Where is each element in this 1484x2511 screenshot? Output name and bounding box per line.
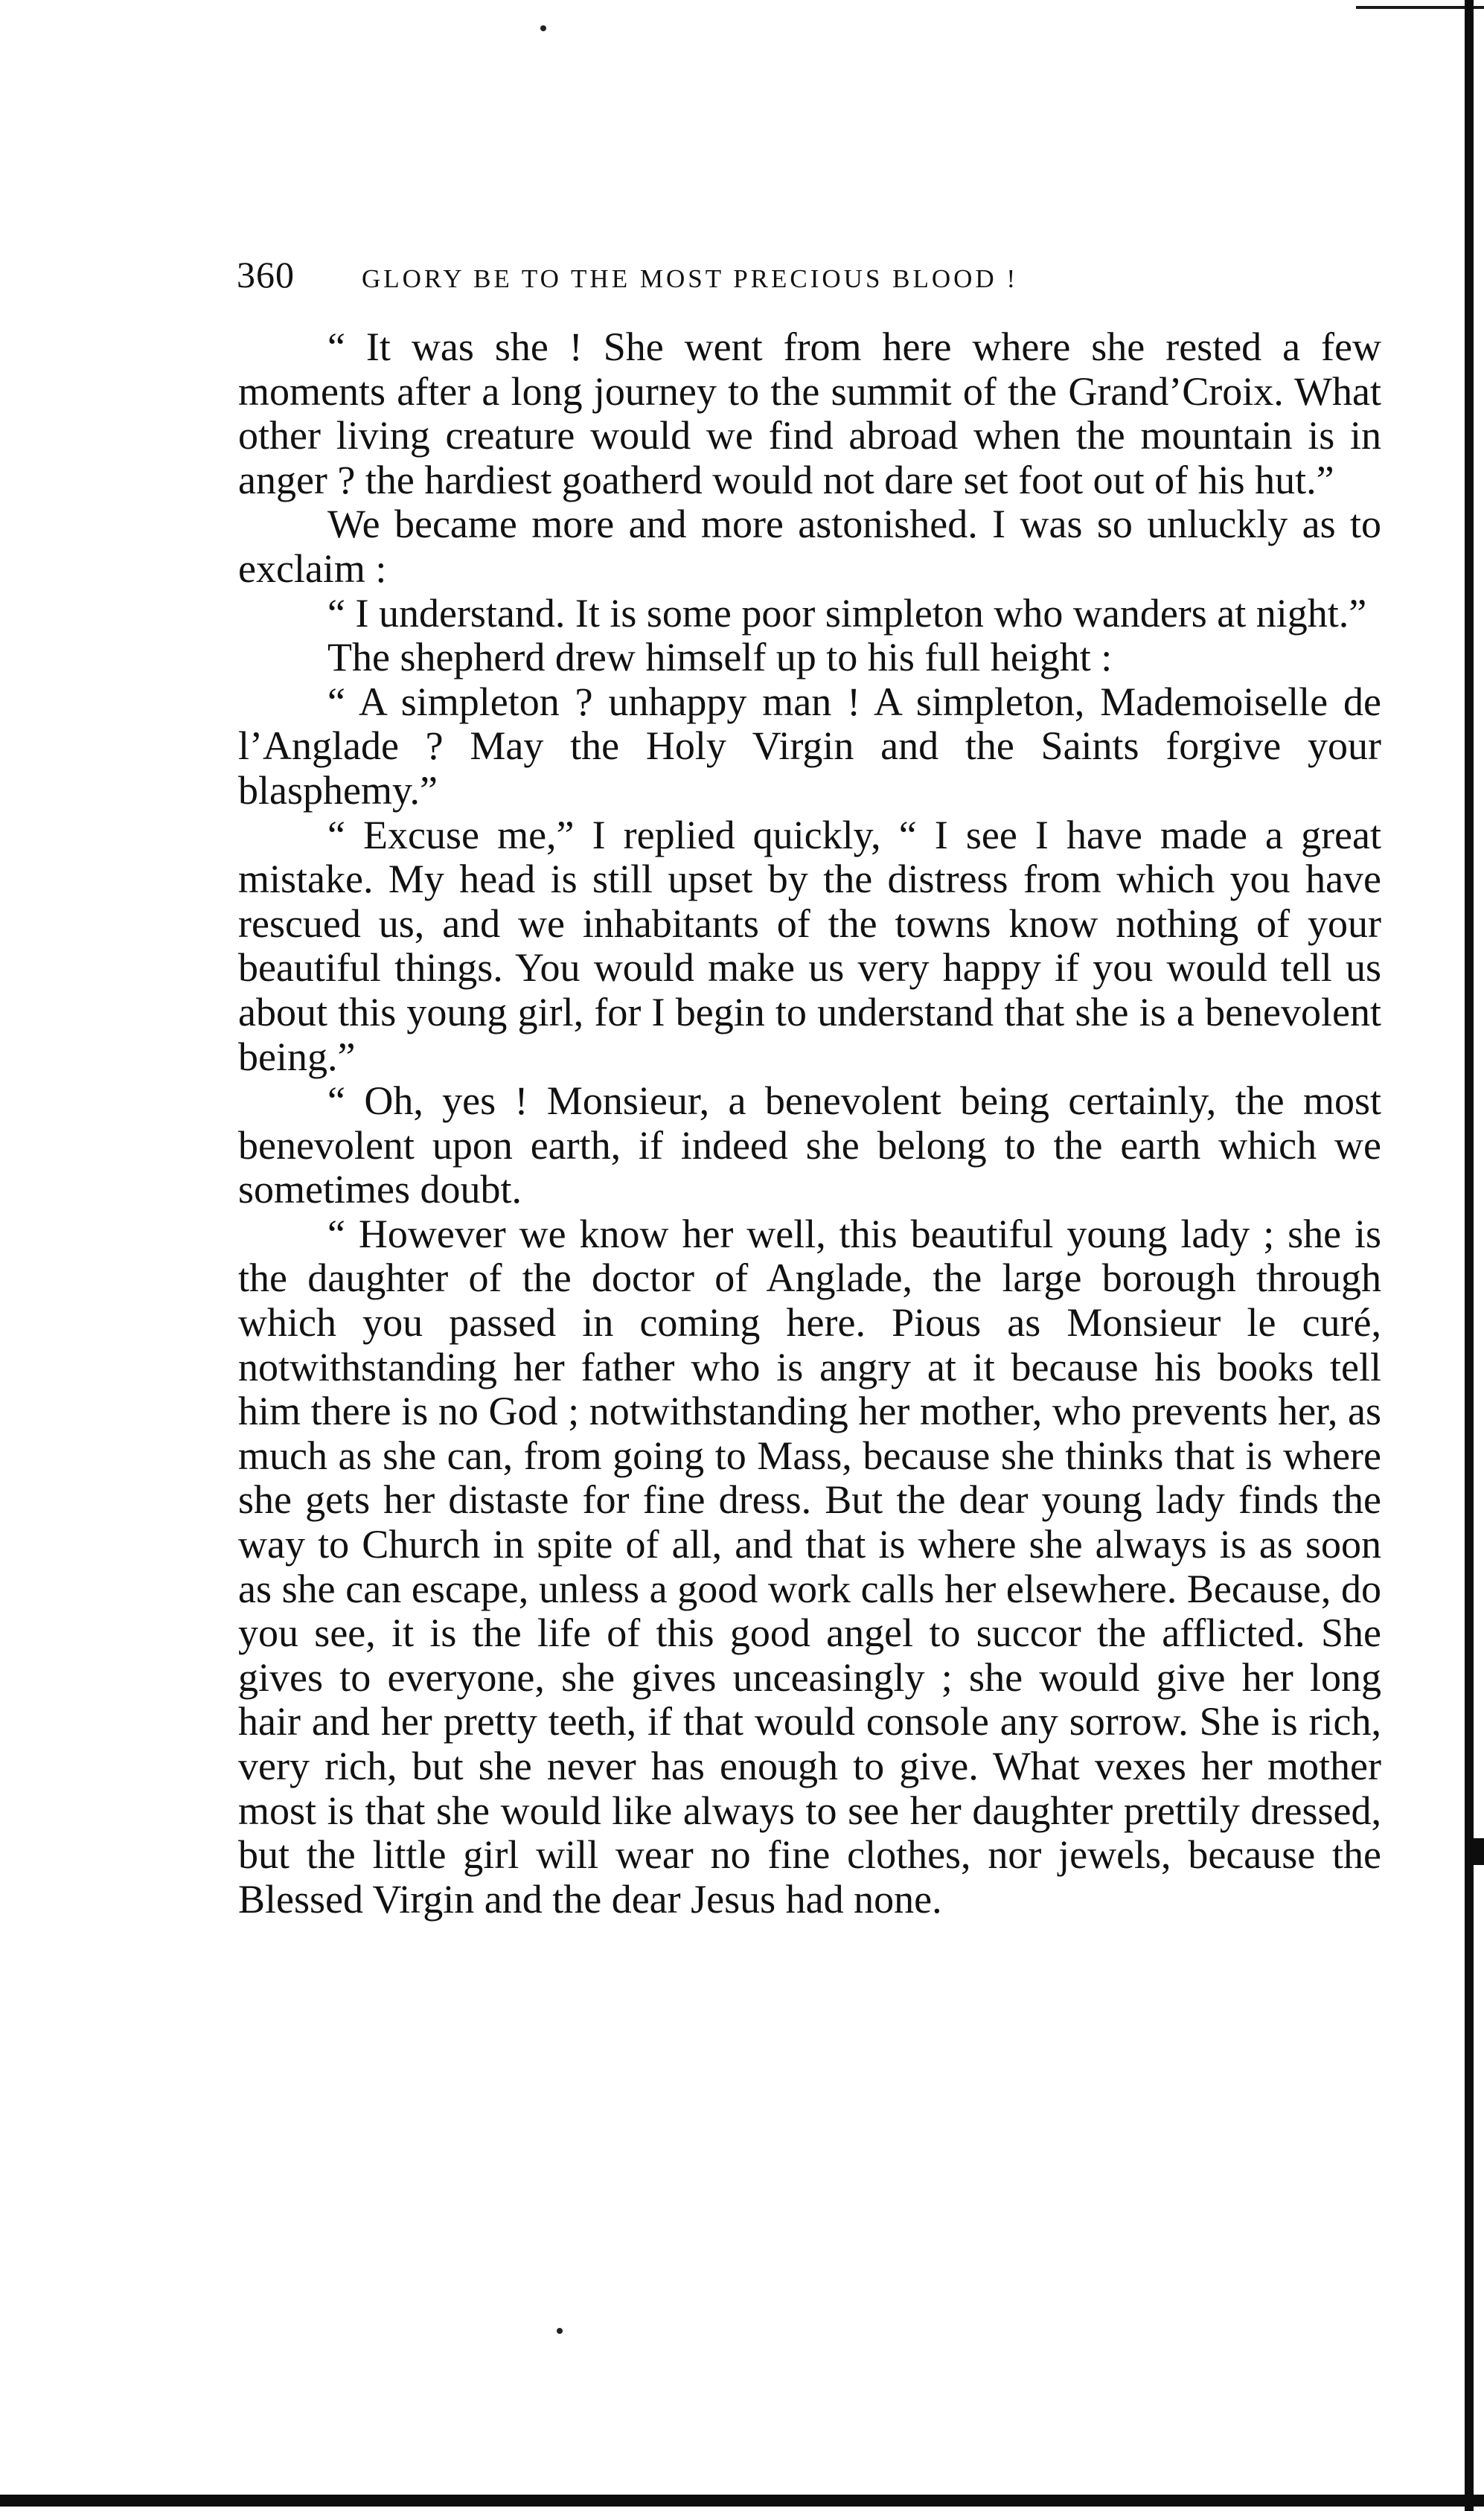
page-number: 360 xyxy=(237,254,295,295)
bottom-page-edge xyxy=(0,2495,1484,2507)
paragraph: “ I understand. It is some poor simpleton who wanders at night.” xyxy=(327,590,1367,636)
body-text xyxy=(238,325,1381,1922)
paragraph: “ Excuse me,” I replied quickly, “ I see I have made a great mistake. My head is still upset by the distress from which you have rescued us, and we inhabitants of the towns know nothing of your beautiful things. You would make us very happy if you would tell us about this young girl, for I begin to understand that she is a benevolent being.” xyxy=(238,812,1381,1079)
page-header xyxy=(237,253,1234,298)
paragraph: “ A simpleton ? unhappy man ! A simpleton, Mademoiselle de l’Anglade ? May the Holy Virgin and the Saints forgive your blasphemy.” xyxy=(238,679,1381,813)
running-head: GLORY BE TO THE MOST PRECIOUS BLOOD ! xyxy=(362,264,1019,293)
paragraph: “ It was she ! She went from here where she rested a few moments after a long journey to the summit of the Grand’Croix. What other living creature would we find abroad when the mountain is in anger ? the hardiest goatherd would not dare set foot out of his hut.” xyxy=(238,324,1381,502)
paragraph: “ However we know her well, this beautiful young lady ; she is the daughter of the doctor of Anglade, the large borough through which you passed in coming here. Pious as Monsieur le curé, notwithstanding her father who is angry at it because his books tell him there is no God ; notwithstanding her mother, who prevents her, as much as she can, from going to Mass, because she thinks that is where she gets her distaste for fine dress. But the dear young lady finds the way to Church in spite of all, and that is where she always is as soon as she can escape, unless a good work calls her elsewhere. Because, do you see, it is the life of this good angel to succor the afflicted. She gives to everyone, she gives unceasingly ; she would give her long hair and her pretty teeth, if that would console any sorrow. She is rich, very rich, but she never has enough to give. What vexes her mother most is that she would like always to see her daughter prettily dressed, but the little girl will wear no fine clothes, nor jewels, because the Blessed Virgin and the dear Jesus had none. xyxy=(238,1211,1381,1922)
ink-speck xyxy=(540,25,546,31)
paragraph: We became more and more astonished. I was so unluckly as to exclaim : xyxy=(238,502,1381,591)
paragraph: The shepherd drew himself up to his full height : xyxy=(327,635,1113,680)
paragraph: “ Oh, yes ! Monsieur, a benevolent being certainly, the most benevolent upon earth, if indeed she belong to the earth which we sometimes doubt. xyxy=(238,1078,1381,1212)
edge-mark xyxy=(1474,1838,1484,1865)
right-page-edge xyxy=(1465,0,1474,2511)
ink-speck xyxy=(557,2328,563,2334)
